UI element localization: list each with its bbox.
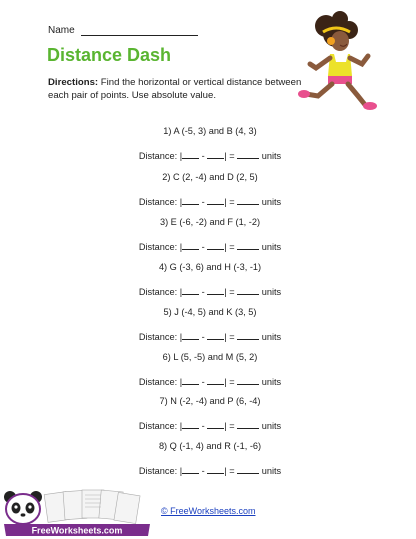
answer-blank[interactable] bbox=[237, 240, 259, 250]
distance-prefix: Distance: | bbox=[138, 421, 183, 431]
problem-question: 2) C (2, -4) and D (2, 5) bbox=[162, 172, 258, 182]
answer-blank[interactable] bbox=[207, 285, 224, 295]
problem-question: 4) G (-3, 6) and H (-3, -1) bbox=[158, 262, 262, 272]
problem-question: 7) N (-2, -4) and P (6, -4) bbox=[159, 396, 261, 406]
footer-link[interactable]: © FreeWorksheets.com bbox=[161, 506, 256, 516]
equals-sign: | = bbox=[224, 242, 235, 252]
answer-blank[interactable] bbox=[237, 419, 259, 429]
distance-prefix: Distance: | bbox=[138, 197, 183, 207]
problem-question: 5) J (-4, 5) and K (3, 5) bbox=[163, 307, 257, 317]
answer-line bbox=[60, 375, 360, 389]
answer-blank[interactable] bbox=[237, 195, 259, 205]
distance-prefix: Distance: | bbox=[138, 287, 183, 297]
problem-5 bbox=[60, 305, 360, 344]
minus-sign: - bbox=[201, 242, 205, 252]
answer-blank[interactable] bbox=[207, 149, 224, 159]
answer-blank[interactable] bbox=[182, 419, 199, 429]
answer-blank[interactable] bbox=[237, 149, 259, 159]
answer-line bbox=[60, 464, 360, 478]
problem-question: 1) A (-5, 3) and B (4, 3) bbox=[163, 126, 257, 136]
answer-blank[interactable] bbox=[237, 330, 259, 340]
problem-6 bbox=[60, 350, 360, 389]
answer-blank[interactable] bbox=[182, 285, 199, 295]
worksheet-thumbnails-icon bbox=[44, 490, 140, 524]
problem-question: 3) E (-6, -2) and F (1, -2) bbox=[159, 217, 261, 227]
units-label: units bbox=[261, 332, 282, 342]
problem-question: 6) L (5, -5) and M (5, 2) bbox=[162, 352, 258, 362]
answer-blank[interactable] bbox=[182, 464, 199, 474]
answer-blank[interactable] bbox=[207, 195, 224, 205]
answer-blank[interactable] bbox=[207, 375, 224, 385]
minus-sign: - bbox=[201, 151, 205, 161]
panda-icon bbox=[4, 491, 42, 524]
name-line bbox=[81, 25, 198, 36]
answer-line bbox=[60, 285, 360, 299]
equals-sign: | = bbox=[224, 197, 235, 207]
equals-sign: | = bbox=[224, 377, 235, 387]
answer-blank[interactable] bbox=[207, 330, 224, 340]
minus-sign: - bbox=[201, 377, 205, 387]
problem-4 bbox=[60, 260, 360, 299]
units-label: units bbox=[261, 421, 282, 431]
minus-sign: - bbox=[201, 332, 205, 342]
answer-line bbox=[60, 240, 360, 254]
answer-blank[interactable] bbox=[182, 195, 199, 205]
answer-blank[interactable] bbox=[207, 464, 224, 474]
answer-blank[interactable] bbox=[207, 419, 224, 429]
logo-text: FreeWorksheets.com bbox=[31, 525, 123, 536]
answer-line bbox=[60, 419, 360, 433]
answer-line bbox=[60, 330, 360, 344]
worksheet-title: Distance Dash bbox=[47, 45, 172, 65]
answer-blank[interactable] bbox=[237, 464, 259, 474]
directions-text: Find the horizontal or vertical distance between each pair of points. Use absolute value. bbox=[48, 77, 302, 101]
answer-blank[interactable] bbox=[237, 375, 259, 385]
name-row bbox=[48, 25, 198, 36]
equals-sign: | = bbox=[224, 287, 235, 297]
answer-line bbox=[60, 149, 360, 163]
units-label: units bbox=[261, 151, 282, 161]
answer-blank[interactable] bbox=[182, 375, 199, 385]
problem-8 bbox=[60, 439, 360, 478]
problem-3 bbox=[60, 215, 360, 254]
problem-7 bbox=[60, 394, 360, 433]
distance-prefix: Distance: | bbox=[138, 332, 183, 342]
answer-line bbox=[60, 195, 360, 209]
distance-prefix: Distance: | bbox=[138, 151, 183, 161]
answer-blank[interactable] bbox=[182, 149, 199, 159]
units-label: units bbox=[261, 377, 282, 387]
distance-prefix: Distance: | bbox=[138, 466, 183, 476]
minus-sign: - bbox=[201, 466, 205, 476]
directions bbox=[48, 77, 323, 102]
units-label: units bbox=[261, 242, 282, 252]
equals-sign: | = bbox=[224, 466, 235, 476]
answer-blank[interactable] bbox=[237, 285, 259, 295]
equals-sign: | = bbox=[224, 421, 235, 431]
name-label: Name bbox=[48, 25, 75, 36]
answer-blank[interactable] bbox=[182, 330, 199, 340]
equals-sign: | = bbox=[224, 332, 235, 342]
minus-sign: - bbox=[201, 287, 205, 297]
answer-blank[interactable] bbox=[207, 240, 224, 250]
minus-sign: - bbox=[201, 421, 205, 431]
answer-blank[interactable] bbox=[182, 240, 199, 250]
problem-2 bbox=[60, 170, 360, 209]
equals-sign: | = bbox=[224, 151, 235, 161]
distance-prefix: Distance: | bbox=[138, 377, 183, 387]
freeworksheets-logo bbox=[2, 483, 152, 538]
minus-sign: - bbox=[201, 197, 205, 207]
problem-1 bbox=[60, 124, 360, 163]
runner-girl-illustration bbox=[296, 10, 386, 110]
problem-question: 8) Q (-1, 4) and R (-1, -6) bbox=[158, 441, 262, 451]
distance-prefix: Distance: | bbox=[138, 242, 183, 252]
units-label: units bbox=[261, 287, 282, 297]
units-label: units bbox=[261, 197, 282, 207]
directions-label: Directions: bbox=[48, 77, 99, 88]
units-label: units bbox=[261, 466, 282, 476]
